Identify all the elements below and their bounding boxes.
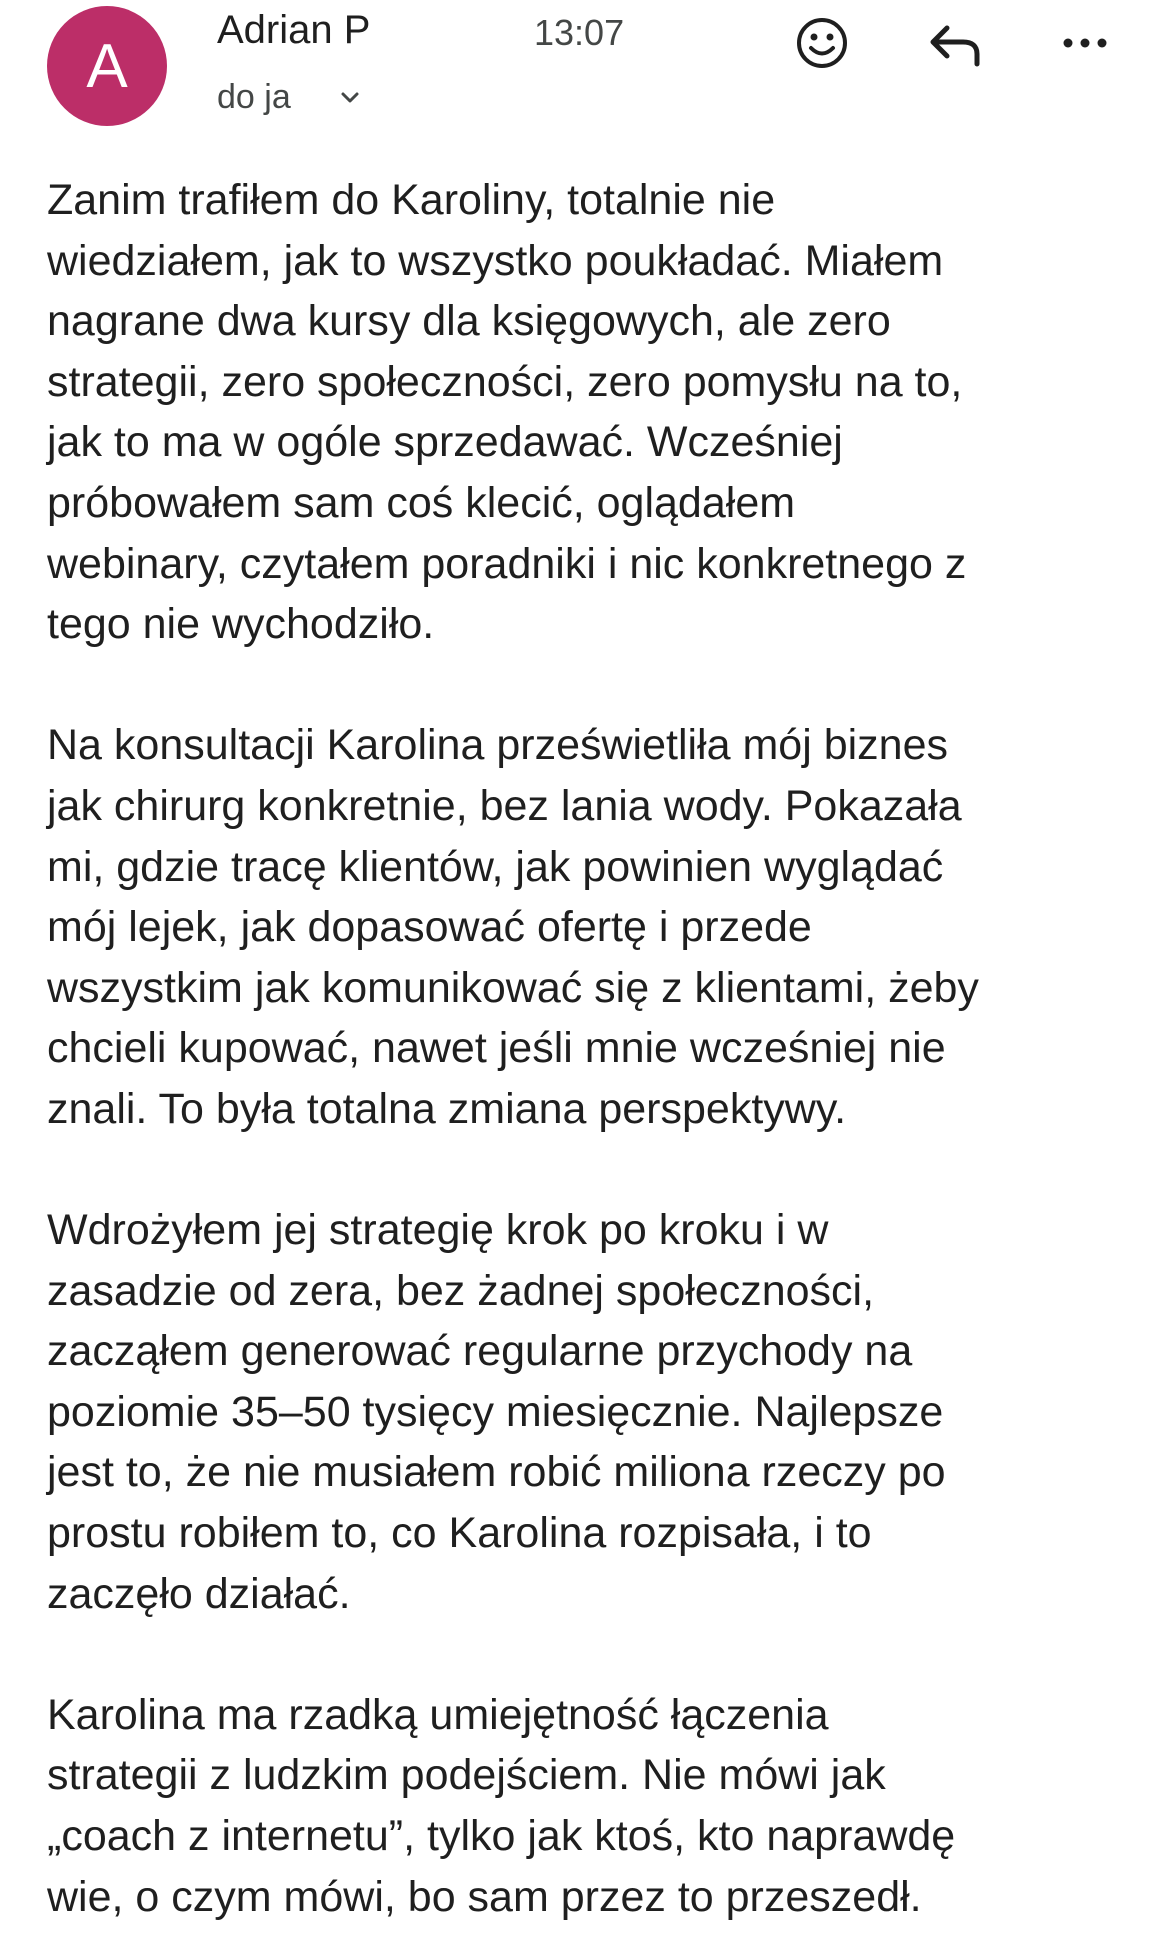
reply-icon [925,18,985,72]
recipient-details-toggle[interactable] [217,78,365,117]
more-options-button[interactable] [1050,10,1120,80]
smiley-icon [794,15,850,75]
email-paragraph-3: Wdrożyłem jej strategię krok po kroku i w zasadzie od zera, bez żadnej społeczności, zacząłem generować regularne przychody na poziomie 35–50 tysięcy miesięcznie. Najlepsze jest to, że nie musiałem robić miliona rzeczy po prostu robiłem to, co Karolina rozpisała, i to zaczęło działać. [47,1206,946,1618]
email-paragraph-4: Karolina ma rzadką umiejętność łączenia strategii z ludzkim podejściem. Nie mówi jak „coach z internetu”, tylko jak ktoś, kto naprawdę wie, o czym mówi, bo sam przez to przeszedł. [47,1690,956,1921]
avatar-initial: A [86,31,128,101]
email-body [47,170,1137,1927]
add-reaction-button[interactable] [787,10,857,80]
reply-button[interactable] [920,10,990,80]
email-header [0,0,1168,150]
sender-name[interactable]: Adrian P [217,8,371,52]
recipient-label: do ja [217,78,291,116]
chevron-down-icon [335,83,365,113]
email-paragraph-1: Zanim trafiłem do Karoliny, totalnie nie wiedziałem, jak to wszystko poukładać. Miałem nagrane dwa kursy dla księgowych, ale zero strategii, zero społeczności, zero pomysłu na to, jak to ma w ogóle sprzedawać. Wcześniej próbowałem sam coś klecić, oglądałem webinary, czytałem poradniki i nic konkretnego z tego nie wychodziło. [47,176,967,649]
email-timestamp: 13:07 [534,12,625,53]
email-paragraph-2: Na konsultacji Karolina prześwietliła mój biznes jak chirurg konkretnie, bez lania wody. Pokazała mi, gdzie tracę klientów, jak powinien wyglądać mój lejek, jak dopasować ofertę i przede wszystkim jak komunikować się z klientami, żeby chcieli kupować, nawet jeśli mnie wcześniej nie znali. To była totalna zmiana perspektywy. [47,721,979,1133]
more-horizontal-icon [1060,33,1110,57]
sender-avatar[interactable] [47,6,167,126]
